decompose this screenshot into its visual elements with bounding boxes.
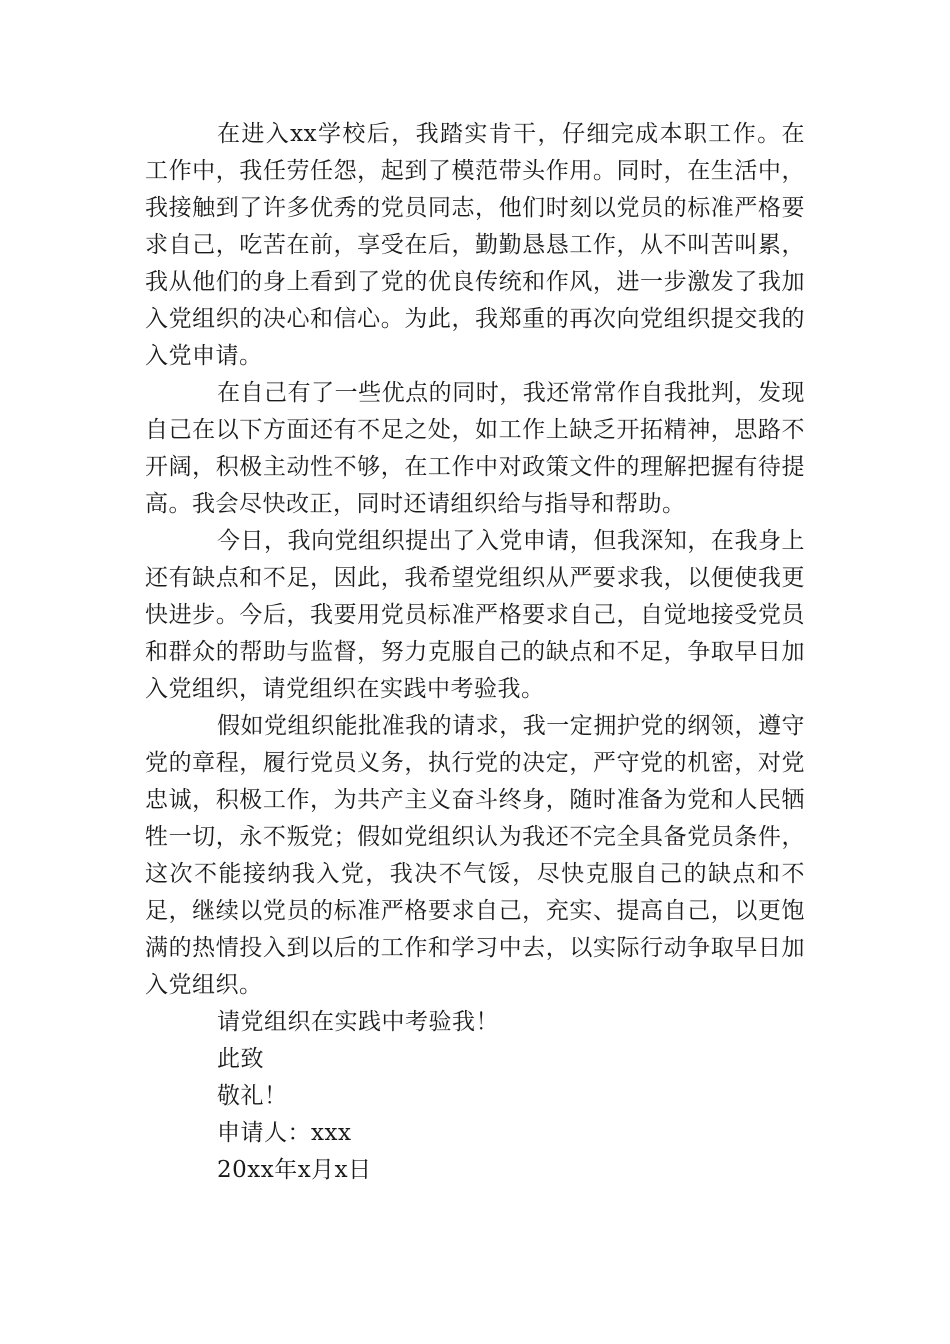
- document-body: [145, 116, 805, 1189]
- paragraph-4: 假如党组织能批准我的请求，我一定拥护党的纲领，遵守党的章程，履行党员义务，执行党的决定，严守党的机密，对党忠诚，积极工作，为共产主义奋斗终身，随时准备为党和人民牺牲一切，永不叛党；假如党组织认为我还不完全具备党员条件，这次不能接纳我入党，我决不气馁，尽快克服自己的缺点和不足，继续以党员的标准严格要求自己，充实、提高自己，以更饱满的热情投入到以后的工作和学习中去，以实际行动争取早日加入党组织。: [145, 713, 805, 998]
- applicant-line: 申请人：xxx: [217, 1120, 352, 1146]
- date-line: 20xx年x月x日: [217, 1157, 372, 1183]
- salutation-cizhi: 此致: [217, 1046, 264, 1072]
- salutation-jingli: 敬礼！: [217, 1083, 288, 1109]
- paragraph-1: 在进入xx学校后，我踏实肯干，仔细完成本职工作。在工作中，我任劳任怨，起到了模范带头作用。同时，在生活中，我接触到了许多优秀的党员同志，他们时刻以党员的标准严格要求自己，吃苦在前，享受在后，勤勤恳恳工作，从不叫苦叫累，我从他们的身上看到了党的优良传统和作风，进一步激发了我加入党组织的决心和信心。为此，我郑重的再次向党组织提交我的入党申请。: [145, 121, 805, 369]
- paragraph-3: 今日，我向党组织提出了入党申请，但我深知，在我身上还有缺点和不足，因此，我希望党组织从严要求我，以便使我更快进步。今后，我要用党员标准严格要求自己，自觉地接受党员和群众的帮助与监督，努力克服自己的缺点和不足，争取早日加入党组织，请党组织在实践中考验我。: [145, 528, 805, 702]
- closing-request: 请党组织在实践中考验我！: [217, 1009, 499, 1035]
- paragraph-2: 在自己有了一些优点的同时，我还常常作自我批判，发现自己在以下方面还有不足之处，如工作上缺乏开拓精神，思路不开阔，积极主动性不够，在工作中对政策文件的理解把握有待提高。我会尽快改正，同时还请组织给与指导和帮助。: [145, 380, 805, 517]
